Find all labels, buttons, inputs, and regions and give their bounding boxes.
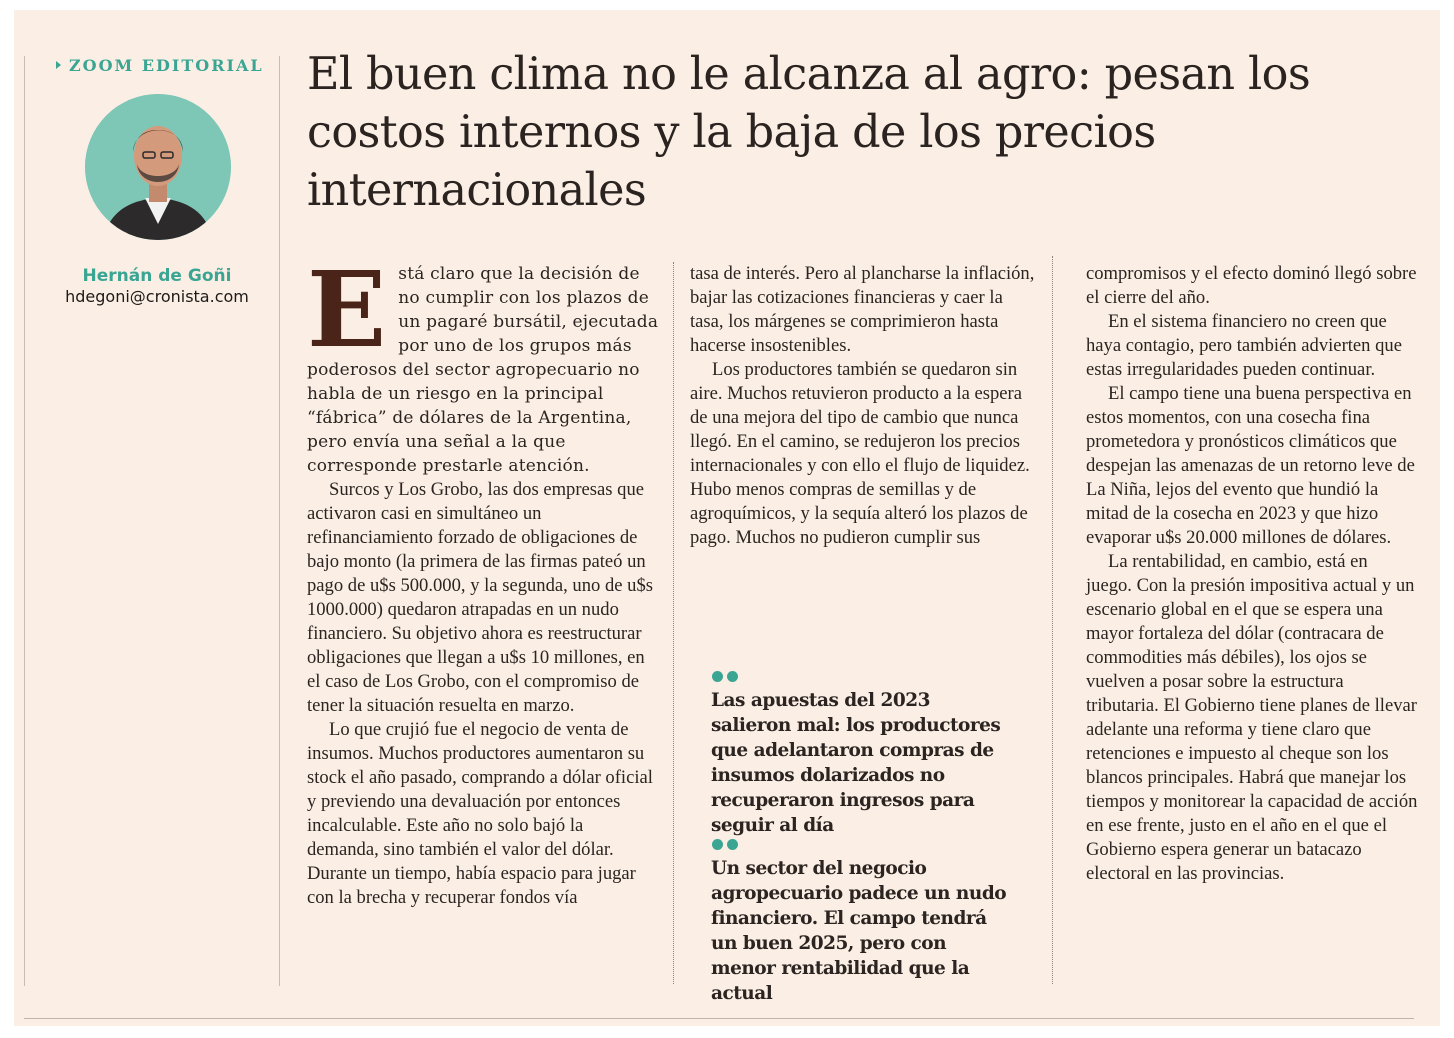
dot-icon bbox=[727, 839, 738, 850]
column-divider bbox=[1052, 256, 1053, 984]
author-photo-icon bbox=[85, 94, 231, 240]
sidebar-right-rule bbox=[279, 56, 280, 986]
pull-quote: Un sector del negocio agropecuario padece un nudo financiero. El campo tendrá un buen 2025, pero con menor rentabilidad que la actual bbox=[711, 858, 1007, 1004]
article-lead: stá claro que la decisión de no cumplir con los plazos de un pagaré bursátil, ejecutada por uno de los grupos más poderosos del sector agropecuario no habla de un riesgo en la principal “fábrica” de dólares de la Argentina, pero envía una señal a la que corresponde prestarle atención. bbox=[307, 264, 659, 476]
sidebar-left-rule bbox=[24, 56, 25, 986]
headline: El buen clima no le alcanza al agro: pesan los costos internos y la baja de los precios internacionales bbox=[307, 49, 1311, 216]
paragraph: Los productores también se quedaron sin aire. Muchos retuvieron producto a la espera de una mejora del tipo de cambio que nunca llegó. En el camino, se redujeron los precios internacionales y con ello el flujo de liquidez. Hubo menos compras de semillas y de agroquímicos, y la sequía alteró los plazos de pago. Muchos no pudieron cumplir sus bbox=[690, 359, 1030, 548]
quote-marker bbox=[712, 839, 738, 850]
paragraph: compromisos y el efecto dominó llegó sobre el cierre del año. bbox=[1086, 263, 1417, 308]
section-label: ZOOM EDITORIAL bbox=[56, 56, 264, 75]
dot-icon bbox=[727, 671, 738, 682]
paragraph: Lo que crujió fue el negocio de venta de insumos. Muchos productores aumentaron su stock el año pasado, comprando a dólar oficial y previendo una devaluación por entonces incalculable. Este año no solo bajó la demanda, sino también el valor del dólar. Durante un tiempo, había espacio para jugar con la brecha y recuperar fondos vía bbox=[307, 719, 653, 908]
pull-quote: Las apuestas del 2023 salieron mal: los productores que adelantaron compras de insumos dolarizados no recuperaron ingresos para seguir al día bbox=[711, 690, 1001, 836]
newspaper-page bbox=[14, 10, 1440, 1026]
author-name: Hernán de Goñi bbox=[82, 266, 232, 286]
paragraph: En el sistema financiero no creen que haya contagio, pero también advierten que estas irregularidades pueden continuar. bbox=[1086, 311, 1402, 380]
paragraph: tasa de interés. Pero al plancharse la inflación, bajar las cotizaciones financieras y caer la tasa, los márgenes se comprimieron hasta hacerse insostenibles. bbox=[690, 263, 1035, 356]
paragraph: El campo tiene una buena perspectiva en estos momentos, con una cosecha fina prometedora y pronósticos climáticos que despejan las amenazas de un retorno leve de La Niña, lejos del evento que hundió la mitad de la cosecha en 2023 y que hizo evaporar u$s 20.000 millones de dólares. bbox=[1086, 383, 1415, 548]
drop-cap: E bbox=[307, 248, 387, 371]
author-email[interactable]: hdegoni@cronista.com bbox=[65, 287, 249, 306]
paragraph: La rentabilidad, en cambio, está en juego. Con la presión impositiva actual y un escenario global en el que se espera una mayor fortaleza del dólar (contracara de commodities más débiles), los ojos se vuelven a posar sobre la estructura tributaria. El Gobierno tiene planes de llevar adelante una reforma y tiene claro que retenciones e impuesto al cheque son los blancos principales. Habrá que manejar los tiempos y monitorear la capacidad de acción en ese frente, justo en el año en el que el Gobierno espera generar un batacazo electoral en las provincias. bbox=[1086, 551, 1418, 884]
article-column-1 bbox=[307, 248, 659, 910]
author-avatar bbox=[85, 94, 231, 240]
chevron-right-icon bbox=[56, 61, 61, 69]
column-divider bbox=[673, 262, 674, 984]
article-column-3 bbox=[1086, 262, 1418, 886]
quote-marker bbox=[712, 671, 738, 682]
bottom-rule bbox=[24, 1018, 1414, 1019]
article-column-2 bbox=[690, 262, 1035, 550]
dot-icon bbox=[712, 839, 723, 850]
paragraph: Surcos y Los Grobo, las dos empresas que activaron casi en simultáneo un refinanciamiento forzado de obligaciones de bajo monto (la primera de las firmas pateó un pago de u$s 500.000, y la segunda, uno de u$s 1000.000) quedaron atrapadas en un nudo financiero. Su objetivo ahora es reestructurar obligaciones que llegan a u$s 10 millones, en el caso de Los Grobo, con el compromiso de tener la situación resuelta en marzo. bbox=[307, 479, 653, 716]
dot-icon bbox=[712, 671, 723, 682]
